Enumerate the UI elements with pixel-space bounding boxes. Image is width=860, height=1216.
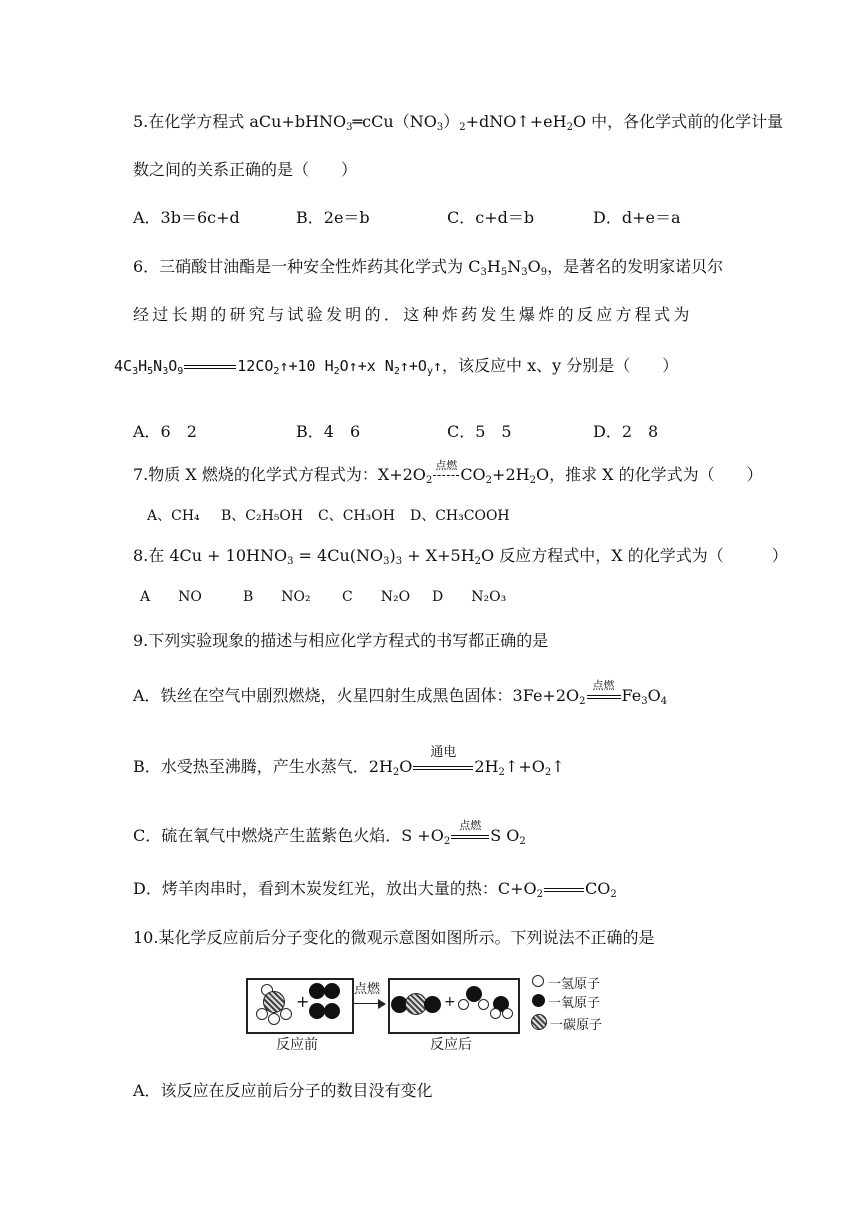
q5-option-b: B．2e＝b <box>296 208 370 227</box>
hydrogen-atom <box>458 999 469 1010</box>
equals-sign <box>451 818 489 839</box>
q6-option-a: A．6 2 <box>133 422 197 441</box>
q6-products: $12CO_2↑+10$ $H_2O↑+x$ $N_2↑+O_y↑$ <box>237 357 443 377</box>
plus-sign: + <box>444 994 456 1010</box>
reaction-diagram <box>240 972 630 1054</box>
q9-condition: 点燃 <box>592 678 615 692</box>
q7-option-d: D、CH₃COOH <box>410 508 510 524</box>
hydrogen-atom <box>478 999 489 1010</box>
hydrogen-atom <box>280 1008 292 1020</box>
legend-hydrogen-icon <box>532 975 544 987</box>
q5-text: O 中，各化学式前的化学计量 <box>572 112 784 131</box>
q6-text: ，该反应中 x、y 分别是（ ） <box>442 356 679 375</box>
oxygen-atom <box>309 983 325 999</box>
q7-option-a: A、CH₄ <box>147 508 200 524</box>
q9-text: D．烤羊肉串时，看到木炭发红光，放出大量的热：C+O <box>133 879 537 898</box>
oxygen-atom <box>324 1003 340 1019</box>
q8-option-c: C N₂O <box>342 589 411 605</box>
q8-text: = 4Cu(NO <box>293 546 384 565</box>
oxygen-atom <box>424 996 441 1013</box>
q8-text: 8.在 4Cu + 10HNO <box>133 546 288 565</box>
q9-text: A．铁丝在空气中剧烈燃烧，火星四射生成黑色固体：3Fe+2O <box>133 686 580 705</box>
q6-option-d: D．2 8 <box>593 422 659 441</box>
q9-text: B．水受热至沸腾，产生水蒸气．2H <box>133 757 393 776</box>
q5-option-a: A．3b＝6c+d <box>133 208 240 227</box>
q9-condition: 通电 <box>430 744 457 760</box>
q9-option-c: C．硫在氧气中燃烧产生蓝紫色火焰．$S +O_2$ 点燃 S $O_2$ <box>133 818 526 847</box>
q5-line1: 5.在化学方程式 $aCu+bHNO_3═cCu(NO_3)_2+dNO↑+eH_2O$ 中，各化学式前的化学计量 <box>133 112 784 133</box>
hydrogen-atom <box>490 1008 501 1019</box>
q8-option-b: B NO₂ <box>243 589 311 605</box>
arrow-label: 点燃 <box>354 982 381 997</box>
q8-option-d: D N₂O₃ <box>432 589 507 605</box>
q6-equation <box>114 356 678 376</box>
q5-text: ═cCu（NO <box>352 112 437 131</box>
q6-line2: 经过长期的研究与试验发明的．这种炸药发生爆炸的反应方程式为 <box>133 305 693 324</box>
q8-option-a: A NO <box>140 589 202 605</box>
q5-text: +dNO↑+eH <box>465 112 567 131</box>
legend-hydrogen: 一氢原子 <box>548 977 601 992</box>
equals-sign <box>544 888 584 892</box>
q7-option-b: B、C₂H₅OH <box>221 508 304 524</box>
q6-text: ，是著名的发明家诺贝尔 <box>547 257 724 276</box>
q6-text: 6．三硝酸甘油酯是一种安全性炸药其化学式为 C <box>133 257 481 276</box>
q7-text: ，推求 X 的化学式为（ ） <box>549 465 763 484</box>
q10-stem: 10.某化学反应前后分子变化的微观示意图如图所示。下列说法不正确的是 <box>133 928 655 947</box>
q5-option-c: C．c+d＝b <box>447 208 535 227</box>
q8-line: 8.在 $4Cu + 10HNO_3 = 4Cu(NO_3)_3 + X+5H_2O$ 反应方程式中，X 的化学式为（ ） <box>133 546 788 567</box>
q6-option-c: C．5 5 <box>447 422 512 441</box>
legend-carbon-icon <box>531 1014 547 1030</box>
q7-text: 7.物质 X 燃烧的化学式方程式为：X+2O <box>133 465 426 484</box>
equals-sign <box>433 459 459 476</box>
q5-text: 5.在化学方程式 aCu+bHNO <box>133 112 347 131</box>
q7-option-c: C、CH₃OH <box>318 508 395 524</box>
q6-formula: $4C_3H_5N_3O_9$ <box>114 357 184 377</box>
label-after: 反应后 <box>430 1037 472 1053</box>
oxygen-atom <box>324 983 340 999</box>
hydrogen-atom <box>502 1008 513 1019</box>
hydrogen-atom <box>268 1013 280 1025</box>
oxygen-atom <box>309 1003 325 1019</box>
legend-oxygen: 一氧原子 <box>548 996 601 1011</box>
q9-option-d: D．烤羊肉串时，看到木炭发红光，放出大量的热：$C+O_2$ $CO_2$ <box>133 879 617 900</box>
q8-text: O 反应方程式中，X 的化学式为（ ） <box>481 546 788 565</box>
equals-sign <box>587 678 621 699</box>
q9-stem: 9.下列实验现象的描述与相应化学方程式的书写都正确的是 <box>133 631 549 650</box>
q9-text: C．硫在氧气中燃烧产生蓝紫色火焰．S +O <box>133 826 444 845</box>
plus-sign: + <box>296 992 310 1011</box>
q7-condition: 点燃 <box>435 459 458 472</box>
arrowhead-icon <box>378 999 386 1009</box>
q10-option-a: A．该反应在反应前后分子的数目没有变化 <box>133 1081 433 1100</box>
q9-condition: 点燃 <box>459 818 482 832</box>
hydrogen-atom <box>256 1008 268 1020</box>
q6-option-b: B．4 6 <box>296 422 361 441</box>
legend-oxygen-icon <box>532 994 545 1007</box>
equals-sign <box>184 365 236 369</box>
label-before: 反应前 <box>276 1037 318 1053</box>
legend-carbon: 一碳原子 <box>550 1018 603 1033</box>
q5-option-d: D．d+e＝a <box>593 208 681 227</box>
equals-sign <box>413 744 473 770</box>
q6-line1: 6．三硝酸甘油酯是一种安全性炸药其化学式为 $C_3H_5N_3O_9$，是著名的发明家诺贝尔 <box>133 257 724 278</box>
q8-text: + X+5H <box>402 546 475 565</box>
q9-option-b: B．水受热至沸腾，产生水蒸气．$2H_2O$ 通电 $2H_2↑+O_2↑$ <box>133 744 565 778</box>
q7-line: 7.物质 X 燃烧的化学式方程式为：$X+2O_2$ 点燃 $CO_2+2H_2O$，推求 X 的化学式为（ ） <box>133 459 763 486</box>
q9-option-a: A．铁丝在空气中剧烈燃烧，火星四射生成黑色固体：$3Fe+2O_2$ 点燃 $Fe_3O_4$ <box>133 678 668 707</box>
q5-line2: 数之间的关系正确的是（ ） <box>133 160 358 179</box>
q5-text: ） <box>443 112 460 131</box>
